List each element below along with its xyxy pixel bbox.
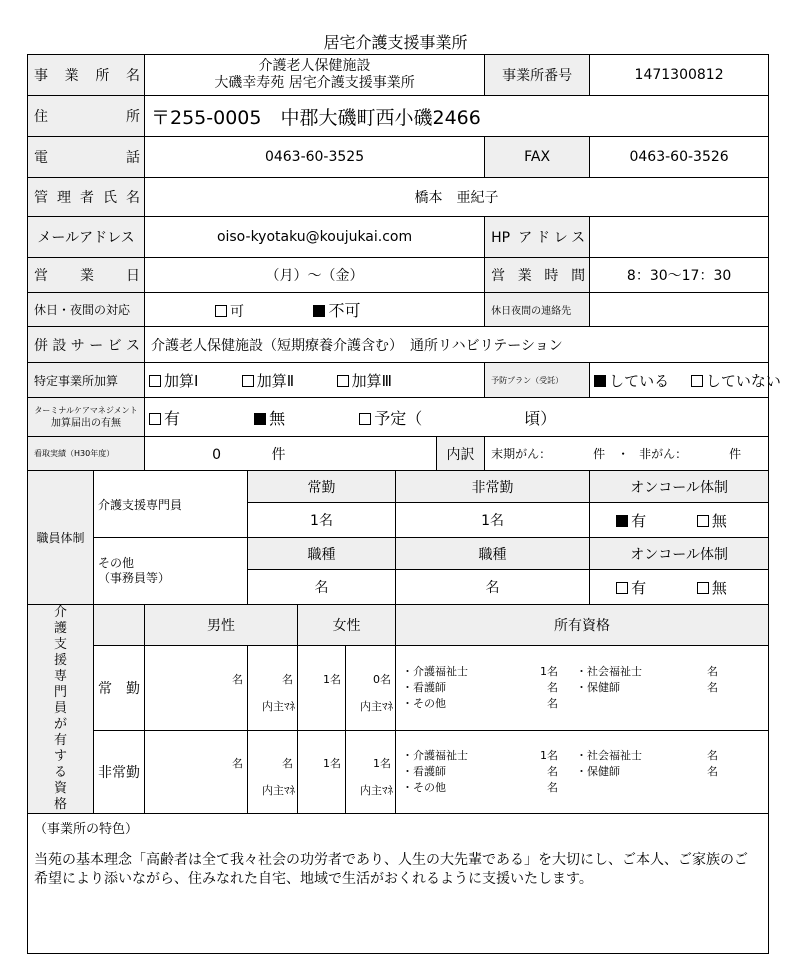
cm-oncall-header: オンコール体制 — [590, 471, 769, 503]
checkbox-icon — [149, 413, 161, 425]
mitori-count-cell — [145, 437, 437, 471]
addition-options — [145, 363, 485, 398]
other-fulltime-header: 職種 — [248, 538, 396, 570]
holiday-option-no: 不可 — [313, 298, 360, 321]
breakdown: 末期がん： 件 ・ 非がん： 件 — [485, 437, 769, 471]
phone-label: 電話 — [28, 137, 145, 178]
addition-label: 特定事業所加算 — [28, 363, 145, 398]
holiday-contact — [590, 293, 769, 327]
cm-oncall-yes: 有 — [616, 510, 692, 531]
feature-heading: （事業所の特色） — [34, 822, 139, 837]
cm-parttime-count: 1名 — [396, 503, 590, 538]
qual-parttime-list: ・介護福祉士 1名 ・社会福祉士 名 ・看護師 名 ・保健師 名 ・その他 名 — [396, 731, 769, 814]
prevent-label: 予防プラン（受託） — [485, 363, 590, 398]
hours-label: 営業時間 — [485, 258, 590, 293]
fax-label: FAX — [485, 137, 590, 178]
feature-section — [28, 814, 769, 954]
checkbox-checked-icon — [313, 305, 325, 317]
terminal-option-yes: 有 — [149, 406, 249, 429]
office-info-table — [27, 54, 781, 954]
services: 介護老人保健施設（短期療養介護含む） 通所リハビリテーション — [145, 327, 769, 363]
phone: 0463-60-3525 — [145, 137, 485, 178]
mitori-label: 看取実績（H30年度） — [28, 437, 145, 471]
other-parttime-header: 職種 — [396, 538, 590, 570]
address-label: 住所 — [28, 96, 145, 137]
office-name — [145, 55, 485, 96]
qual-fulltime-male-total: 名 — [145, 646, 248, 731]
mitori-count: 0 — [212, 446, 221, 463]
addition-option-2: 加算Ⅱ — [242, 370, 332, 391]
qual-parttime-label: 非常勤 — [94, 731, 145, 814]
qual-fulltime-label: 常 勤 — [94, 646, 145, 731]
qual-header-blank — [94, 605, 145, 646]
mitori-unit: 件 — [271, 446, 286, 463]
holiday-contact-label: 休日夜間の連絡先 — [485, 293, 590, 327]
manager-label: 管理者氏名 — [28, 178, 145, 217]
qual-side-label: 介護支援専門員が有する資格 — [28, 605, 94, 814]
business-hours: 8：30～17：30 — [590, 258, 769, 293]
page-title: 居宅介護支援事業所 — [323, 33, 468, 52]
other-oncall — [590, 570, 769, 605]
cm-oncall-no: 無 — [697, 512, 727, 530]
terminal-option-no: 無 — [254, 406, 354, 429]
other-oncall-header: オンコール体制 — [590, 538, 769, 570]
fax: 0463-60-3526 — [590, 137, 769, 178]
holiday-options — [145, 293, 485, 327]
cm-oncall — [590, 503, 769, 538]
other-parttime-count: 名 — [396, 570, 590, 605]
breakdown-label: 内訳 — [437, 437, 485, 471]
checkbox-checked-icon — [254, 413, 266, 425]
checkbox-icon — [215, 305, 227, 317]
qual-parttime-male-total: 名 — [145, 731, 248, 814]
checkbox-icon — [149, 375, 161, 387]
office-number: 1471300812 — [590, 55, 769, 96]
terminal-options — [145, 398, 769, 437]
office-name-line1: 介護老人保健施設 — [258, 58, 371, 74]
address: 〒255-0005 中郡大磯町西小磯2466 — [145, 96, 769, 137]
checkbox-checked-icon — [616, 515, 628, 527]
services-label: 併設サービス — [28, 327, 145, 363]
qual-quals-header: 所有資格 — [396, 605, 769, 646]
checkbox-checked-icon — [594, 375, 606, 387]
qual-parttime-female-total: 1名 — [298, 731, 346, 814]
other-oncall-no: 無 — [697, 579, 727, 597]
business-days: （月）～（金） — [145, 258, 485, 293]
qual-parttime-female-naishu: 内主ﾏﾈ 1名 — [346, 731, 396, 814]
addition-option-3: 加算Ⅲ — [337, 370, 392, 391]
terminal-plan-end: 頃） — [524, 408, 557, 428]
other-label: その他 （事務員等） — [94, 538, 248, 605]
other-oncall-yes: 有 — [616, 577, 692, 598]
prevent-option-yes: している — [594, 370, 686, 391]
hp-address — [590, 217, 769, 258]
cm-label: 介護支援専門員 — [94, 471, 248, 538]
addition-option-1: 加算Ⅰ — [149, 370, 237, 391]
cm-parttime-header: 非常勤 — [396, 471, 590, 503]
manager-name: 橋本 亜紀子 — [145, 178, 769, 217]
checkbox-icon — [691, 375, 703, 387]
checkbox-icon — [616, 582, 628, 594]
terminal-label: ターミナルケアマネジメント 加算届出の有無 — [28, 398, 145, 437]
checkbox-icon — [697, 515, 709, 527]
office-name-label: 事業所名 — [28, 55, 145, 96]
other-fulltime-count: 名 — [248, 570, 396, 605]
email: oiso-kyotaku@koujukai.com — [145, 217, 485, 258]
feature-body: 当苑の基本理念「高齢者は全て我々社会の功労者であり、人生の大先輩である」を大切にし、ご本人、ご家族のご希望により添いながら、住みなれた自宅、地域で生活がおくれるように支援いたします。 — [34, 852, 748, 887]
cm-fulltime-header: 常勤 — [248, 471, 396, 503]
qual-fulltime-male-naishu: 内主ﾏﾈ 名 — [248, 646, 298, 731]
hp-label: HP アドレス — [485, 217, 590, 258]
holiday-label: 休日・夜間の対応 — [28, 293, 145, 327]
qual-fulltime-female-naishu: 内主ﾏﾈ 0名 — [346, 646, 396, 731]
office-number-label: 事業所番号 — [485, 55, 590, 96]
qual-male-header: 男性 — [145, 605, 298, 646]
terminal-option-plan: 予定（ — [359, 406, 519, 429]
checkbox-icon — [359, 413, 371, 425]
qual-female-header: 女性 — [298, 605, 396, 646]
checkbox-icon — [242, 375, 254, 387]
qual-fulltime-female-total: 1名 — [298, 646, 346, 731]
holiday-option-yes: 可 — [215, 301, 305, 321]
prevent-options — [590, 363, 781, 398]
prevent-option-no: していない — [691, 370, 781, 391]
qual-parttime-male-naishu: 内主ﾏﾈ 名 — [248, 731, 298, 814]
email-label: メールアドレス — [28, 217, 145, 258]
checkbox-icon — [337, 375, 349, 387]
office-name-line2: 大磯幸寿苑 居宅介護支援事業所 — [214, 75, 415, 91]
checkbox-icon — [697, 582, 709, 594]
qual-fulltime-list: ・介護福祉士 1名 ・社会福祉士 名 ・看護師 名 ・保健師 名 ・その他 名 — [396, 646, 769, 731]
staff-label: 職員体制 — [28, 471, 94, 605]
days-label: 営業日 — [28, 258, 145, 293]
cm-fulltime-count: 1名 — [248, 503, 396, 538]
